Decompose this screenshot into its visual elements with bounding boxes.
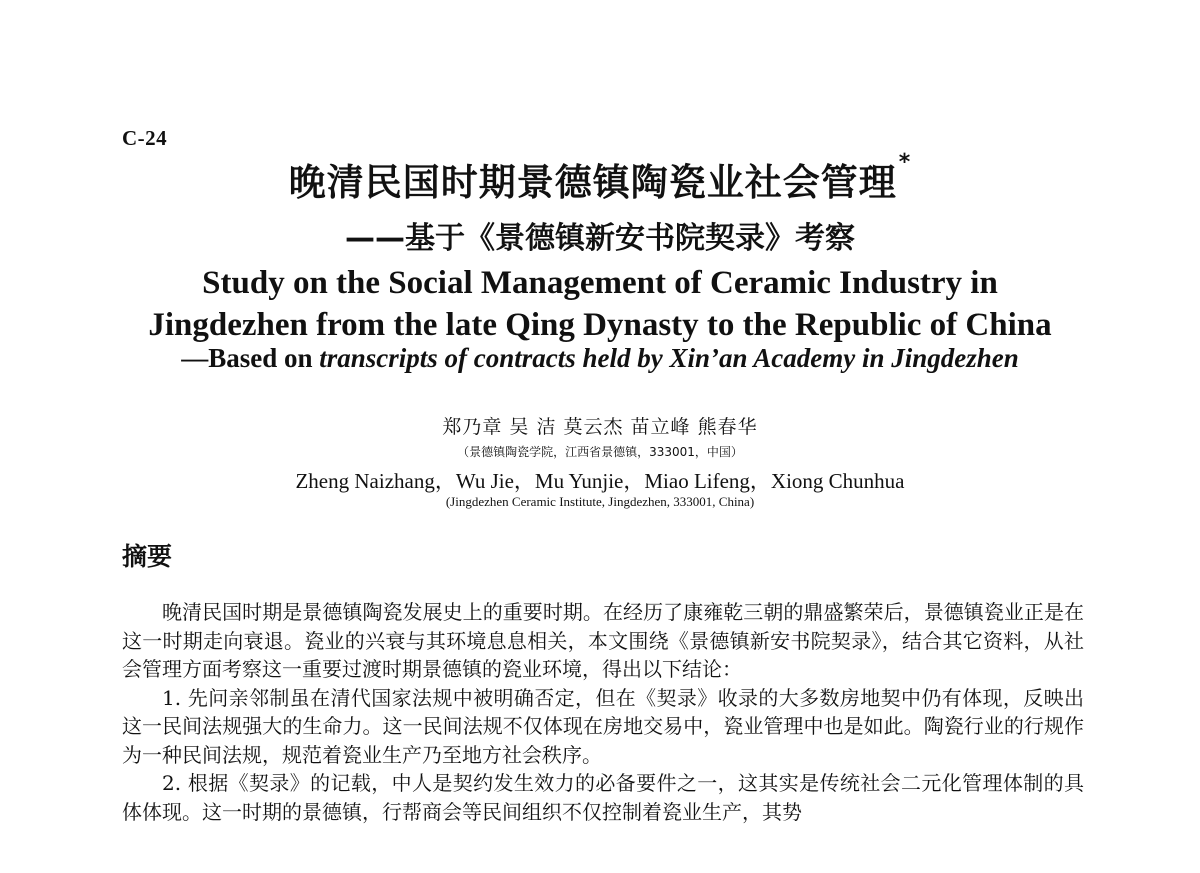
abstract-paragraph: 1. 先问亲邻制虽在清代国家法规中被明确否定，但在《契录》收录的大多数房地契中仍有体现，反映出这一民间法规强大的生命力。这一民间法规不仅体现在房地交易中，瓷业管理中也是如此。陶瓷行业的行规作为一种民间法规，规范着瓷业生产乃至地方社会秩序。 bbox=[122, 685, 1084, 767]
subtitle-english-prefix: —Based on bbox=[181, 343, 320, 373]
title-english-line-1: Study on the Social Management of Ceramic Industry in bbox=[202, 265, 998, 301]
abstract-body bbox=[122, 598, 1084, 826]
title-english-line-2: Jingdezhen from the late Qing Dynasty to the Republic of China bbox=[148, 307, 1052, 343]
subtitle-english bbox=[0, 343, 1200, 374]
title-footnote-mark: * bbox=[898, 150, 912, 175]
authors-english: Zheng Naizhang，Wu Jie，Mu Yunjie，Miao Lifeng，Xiong Chunhua bbox=[295, 469, 905, 493]
abstract-paragraph: 2. 根据《契录》的记载，中人是契约发生效力的必备要件之一，这其实是传统社会二元化管理体制的具体体现。这一时期的景德镇，行帮商会等民间组织不仅控制着瓷业生产，其势 bbox=[122, 771, 1084, 824]
title-chinese-text: 晚清民国时期景德镇陶瓷业社会管理 bbox=[288, 161, 897, 204]
authors-chinese: 郑乃章 吴 洁 莫云杰 苗立峰 熊春华 bbox=[442, 416, 758, 438]
affiliation-chinese: （景德镇陶瓷学院，江西省景德镇，333001，中国） bbox=[457, 445, 743, 459]
subtitle-chinese: ——基于《景德镇新安书院契录》考察 bbox=[345, 221, 855, 256]
abstract-heading: 摘要 bbox=[122, 542, 173, 571]
abstract-paragraph: 晚清民国时期是景德镇陶瓷发展史上的重要时期。在经历了康雍乾三朝的鼎盛繁荣后，景德镇瓷业正是在这一时期走向衰退。瓷业的兴衰与其环境息息相关，本文围绕《景德镇新安书院契录》，结合其它资料，从社会管理方面考察这一重要过渡时期景德镇的瓷业环境，得出以下结论： bbox=[122, 600, 1084, 681]
title-english bbox=[0, 262, 1200, 346]
subtitle-english-italic: transcripts of contracts held by Xin’an Academy in Jingdezhen bbox=[319, 343, 1019, 373]
title-chinese bbox=[0, 152, 1200, 206]
affiliation-english: (Jingdezhen Ceramic Institute, Jingdezhen, 333001, China) bbox=[445, 494, 755, 509]
paper-code: C-24 bbox=[122, 126, 168, 150]
